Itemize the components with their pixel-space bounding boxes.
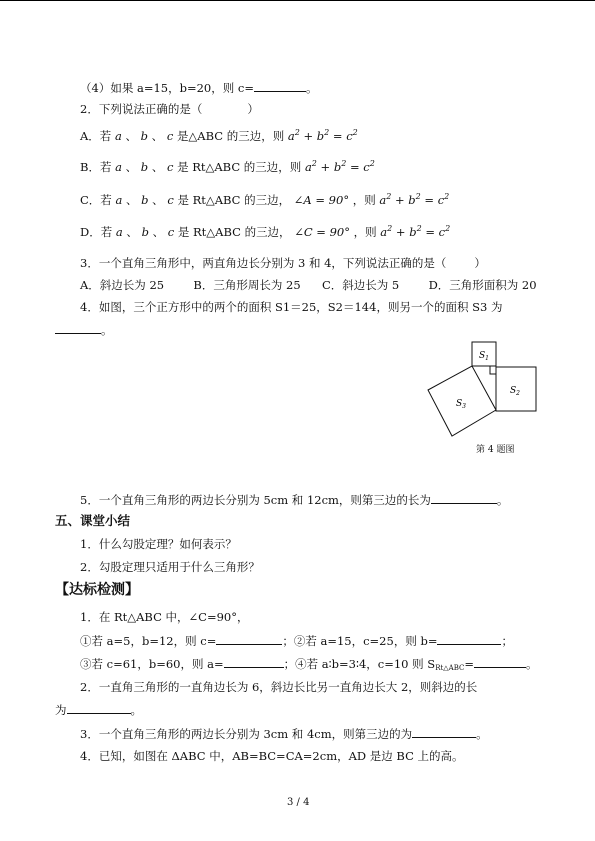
test-q1-part1: ①若 a=5，b=12，则 c= (80, 634, 217, 648)
q1-item4-text: （4）如果 a=15，b=20，则 c= (80, 81, 254, 95)
option-text: 是△ABC 的三边，则 (176, 129, 285, 143)
answer-blank (254, 80, 306, 92)
var-b: b (141, 225, 149, 239)
test-q1-stem: 1．在 Rt△ABC 中，∠C=90°， (80, 610, 249, 624)
var-c: c (167, 225, 175, 239)
test-q1-line1 (80, 633, 513, 648)
answer-blank (474, 656, 526, 668)
answer-blank (437, 633, 501, 645)
option-text: 是 Rt△ABC 的三边，则 (177, 160, 302, 174)
q4-end: 。 (101, 323, 113, 337)
sep: 、 (126, 225, 138, 239)
test-q3-end: 。 (476, 727, 488, 741)
test-q3-text: 3．一个直角三角形的两边长分别为 3cm 和 4cm，则第三边的为 (80, 727, 413, 741)
right-angle-mark (490, 366, 496, 374)
formula: $a^2 + b^2 = c^2$ (379, 192, 450, 207)
label-s1: $S_1$ (479, 351, 489, 362)
var-c: c (167, 193, 174, 207)
var-c: c (166, 129, 174, 143)
test-q1-part2: ；②若 a=15，c=25，则 b= (282, 634, 438, 648)
q3-option-c: C．斜边长为 5 (321, 278, 400, 292)
equals-sign: = (464, 657, 474, 671)
q4-stem-text: 4．如图，三个正方形中的两个的面积 S1＝25，S2＝144，则另一个的面积 S3 为 (80, 300, 503, 314)
option-label: C．若 (80, 193, 112, 207)
q4-stem (80, 300, 502, 314)
test-q1-part3: ③若 c=61，b=60，则 a= (80, 657, 224, 671)
figure-caption: 第 4 题图 (476, 445, 515, 455)
var-a: a (115, 193, 123, 207)
sep: 、 (152, 225, 165, 239)
test-q4: 4．已知，如图在 ΔABC 中，AB=BC=CA=2cm，AD 是边 BC 上的高。 (80, 749, 464, 763)
var-b: b (140, 160, 149, 174)
section5-item2: 2．勾股定理只适用于什么三角形？ (80, 560, 260, 574)
var-c: c (166, 160, 174, 174)
section5-item1: 1．什么勾股定理？如何表示？ (80, 537, 237, 551)
q1-item4-end: 。 (305, 81, 318, 95)
formula: $a^2 + b^2 = c^2$ (287, 128, 358, 143)
test-q1-line1-end: ； (501, 634, 513, 648)
answer-blank (412, 726, 476, 738)
page-number: 3 / 4 (287, 797, 310, 808)
test-q3 (80, 726, 488, 741)
q5 (80, 492, 508, 507)
answer-blank (224, 656, 284, 668)
formula: $a^2 + b^2 = c^2$ (380, 224, 451, 239)
test-section-title: 【达标检测】 (55, 582, 139, 598)
var-a: a (114, 129, 122, 143)
option-label: A．若 (80, 129, 112, 143)
answer-blank (216, 633, 282, 645)
q3-stem (80, 256, 486, 270)
section5-title: 五、课堂小结 (55, 513, 131, 528)
option-text: ，则 (353, 225, 377, 239)
q3-option-d: D．三角形面积为 20 (428, 278, 537, 292)
test-q1-line2-end: 。 (525, 657, 538, 671)
var-a: a (115, 225, 123, 239)
label-s3: $S_3$ (456, 399, 466, 410)
sep: 、 (151, 160, 164, 174)
option-text: 是 Rt△ABC 的三边， (177, 225, 291, 239)
q3-stem-end: ） (474, 256, 486, 270)
answer-blank (67, 702, 131, 714)
sep: 、 (152, 193, 164, 207)
test-q1-part4: ；④若 a∶b=3∶4，c=10 则 S (283, 657, 436, 671)
test-q2-line2 (55, 702, 142, 717)
q5-end: 。 (496, 493, 509, 507)
q2-stem (80, 102, 259, 116)
option-label: B．若 (80, 160, 112, 174)
q2-option-a (80, 126, 358, 143)
sep: 、 (151, 129, 164, 143)
sep: 、 (125, 160, 138, 174)
q3-stem-text: 3．一个直角三角形中，两直角边长分别为 3 和 4，下列说法正确的是（ (80, 256, 447, 270)
option-text: 是 Rt△ABC 的三边， (177, 193, 291, 207)
q3-options (80, 278, 537, 292)
q2-stem-text: 2．下列说法正确的是（ (80, 102, 203, 116)
var-b: b (141, 193, 149, 207)
squares-figure (420, 338, 550, 458)
sep: 、 (125, 129, 137, 143)
var-a: a (115, 160, 122, 174)
q3-option-a: A．斜边长为 25 (80, 278, 165, 292)
test-q2-prefix: 为 (55, 703, 67, 717)
var-b: b (140, 129, 149, 143)
formula: $a^2 + b^2 = c^2$ (304, 159, 375, 174)
page-top-border (0, 0, 595, 1)
answer-blank (55, 322, 101, 334)
label-s2: $S_2$ (510, 386, 520, 397)
test-q2-line1: 2．一直角三角形的一直角边长为 6，斜边长比另一直角边长大 2，则斜边的长 (80, 680, 478, 694)
q2-option-b (80, 157, 375, 174)
sep: 、 (125, 193, 138, 207)
q5-text: 5．一个直角三角形的两边长分别为 5cm 和 12cm，则第三边的长为 (80, 493, 431, 507)
q2-option-c (80, 190, 449, 207)
option-label: D．若 (80, 225, 113, 239)
q1-item4 (80, 80, 317, 95)
area-subscript: Rt△ABC (435, 664, 465, 672)
option-text: ，则 (352, 193, 376, 207)
q4-answer-line (55, 322, 113, 337)
test-q1-line2 (80, 656, 537, 675)
angle-condition: ∠C = 90° (294, 225, 350, 239)
q2-option-d (80, 222, 450, 239)
test-q2-end: 。 (130, 703, 142, 717)
angle-condition: ∠A = 90° (293, 193, 350, 207)
q2-stem-end: ） (247, 102, 259, 116)
q3-option-b: B．三角形周长为 25 (193, 278, 301, 292)
answer-blank (431, 492, 497, 504)
